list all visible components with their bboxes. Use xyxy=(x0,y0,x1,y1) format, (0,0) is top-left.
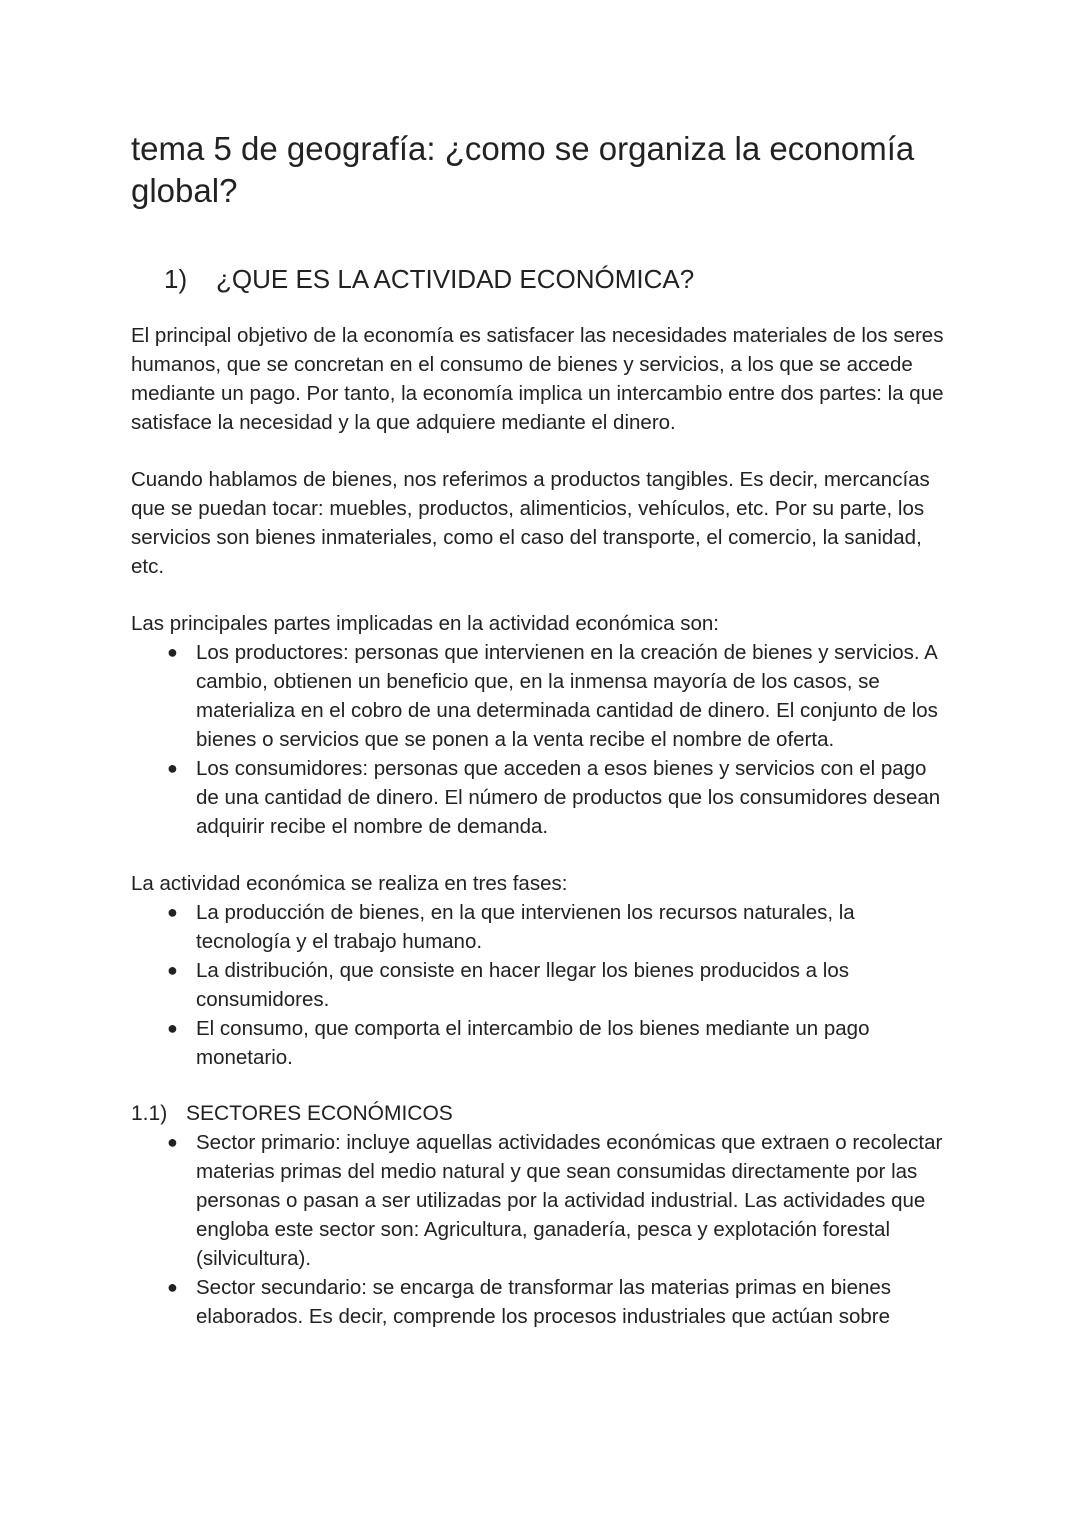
list-item-text: La producción de bienes, en la que intervienen los recursos naturales, la tecnología y el trabajo humano. xyxy=(196,901,855,953)
sectors-list xyxy=(131,1128,951,1331)
list-item xyxy=(131,956,951,1014)
bullet-icon: ● xyxy=(167,1277,178,1297)
bullet-icon: ● xyxy=(167,1132,178,1152)
list-item-text: Los consumidores: personas que acceden a esos bienes y servicios con el pago de una cantidad de dinero. El número de productos que los consumidores desean adquirir recibe el nombre de demanda. xyxy=(196,757,941,838)
bullet-icon: ● xyxy=(167,758,178,778)
section-number: 1) xyxy=(164,264,188,294)
bullet-icon: ● xyxy=(167,642,178,662)
document-title: tema 5 de geografía: ¿como se organiza la economía global? xyxy=(131,130,915,209)
paragraph-economy-objective: El principal objetivo de la economía es satisfacer las necesidades materiales de los seres humanos, que se concretan en el consumo de bienes y servicios, a los que se accede mediante un pago. Por tanto, la economía implica un intercambio entre dos partes: la que satisface la necesidad y la que adquiere mediante el dinero. xyxy=(131,324,944,434)
section-heading-1-1 xyxy=(131,1100,951,1128)
phases-list xyxy=(131,898,951,1072)
list-item-text: Sector secundario: se encarga de transformar las materias primas en bienes elaborados. Es decir, comprende los procesos industriales que actúan sobre xyxy=(196,1276,892,1328)
list-item xyxy=(131,898,951,956)
section-title: ¿QUE ES LA ACTIVIDAD ECONÓMICA? xyxy=(216,264,695,294)
bullet-icon: ● xyxy=(167,1018,178,1038)
list-item-text: La distribución, que consiste en hacer llegar los bienes producidos a los consumidores. xyxy=(196,959,849,1011)
paragraph-parts-intro: Las principales partes implicadas en la actividad económica son: xyxy=(131,612,719,635)
list-item xyxy=(131,1273,951,1331)
list-item xyxy=(131,754,951,841)
bullet-icon: ● xyxy=(167,902,178,922)
section-number: 1.1) xyxy=(131,1102,168,1125)
list-item xyxy=(131,638,951,754)
list-item xyxy=(131,1014,951,1072)
bullet-icon: ● xyxy=(167,960,178,980)
list-item xyxy=(131,1128,951,1273)
list-item-text: Sector primario: incluye aquellas actividades económicas que extraen o recolectar materias primas del medio natural y que sean consumidas directamente por las personas o pasan a ser utilizadas por la actividad industrial. Las actividades que engloba este sector son: Agricultura, ganadería, pesca y explotación forestal (silvicultura). xyxy=(196,1131,943,1270)
paragraph-phases-intro: La actividad económica se realiza en tres fases: xyxy=(131,872,568,895)
list-item-text: El consumo, que comporta el intercambio de los bienes mediante un pago monetario. xyxy=(196,1017,870,1069)
document-page xyxy=(131,128,951,1331)
paragraph-goods-services: Cuando hablamos de bienes, nos referimos a productos tangibles. Es decir, mercancías que se puedan tocar: muebles, productos, alimenticios, vehículos, etc. Por su parte, los servicios son bienes inmateriales, como el caso del transporte, el comercio, la sanidad, etc. xyxy=(131,468,930,578)
parts-list xyxy=(131,638,951,841)
section-heading-1 xyxy=(164,262,951,296)
section-title: SECTORES ECONÓMICOS xyxy=(186,1102,453,1125)
list-item-text: Los productores: personas que intervienen en la creación de bienes y servicios. A cambio, obtienen un beneficio que, en la inmensa mayoría de los casos, se materializa en el cobro de una determinada cantidad de dinero. El conjunto de los bienes o servicios que se ponen a la venta recibe el nombre de oferta. xyxy=(196,641,938,751)
